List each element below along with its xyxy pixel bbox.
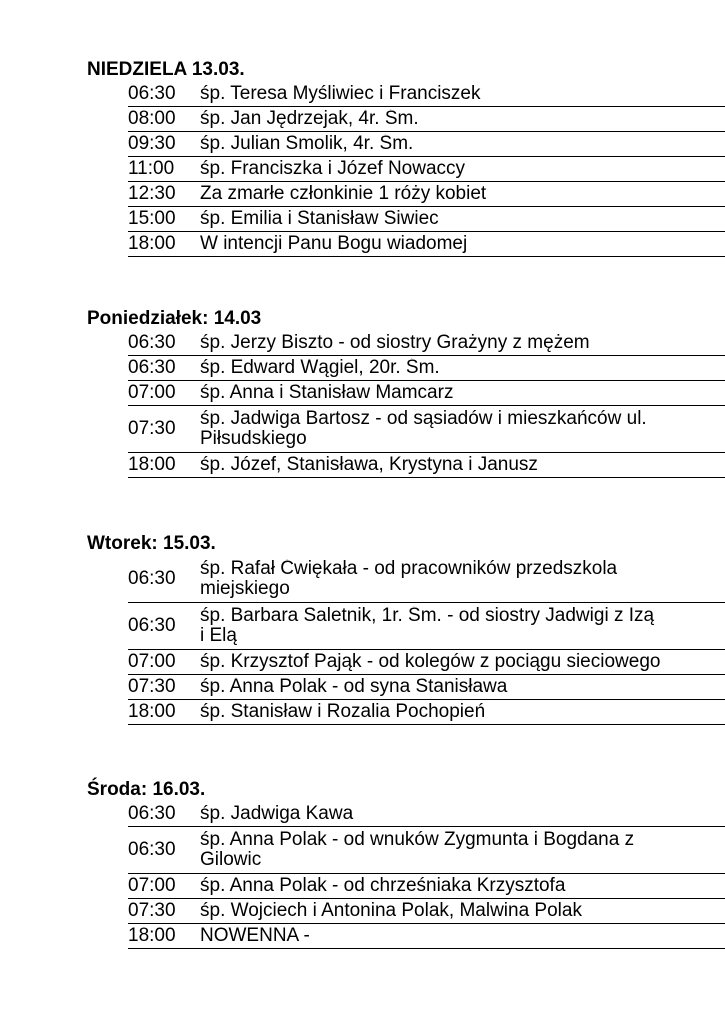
mass-time: 18:00: [128, 701, 176, 722]
mass-intention: śp. Jerzy Biszto - od siostry Grażyny z mężem: [200, 333, 590, 353]
mass-time: 06:30: [128, 839, 176, 860]
mass-time: 07:00: [128, 651, 176, 672]
mass-list: [128, 802, 725, 949]
mass-time: 09:30: [128, 133, 176, 154]
mass-time: 08:00: [128, 108, 176, 129]
mass-intention: śp. Edward Wągiel, 20r. Śm.: [200, 358, 440, 378]
mass-entry: [128, 82, 725, 107]
day-title: Środa: 16.03.: [87, 779, 206, 800]
mass-entry: [128, 899, 725, 924]
mass-time: 12:30: [128, 183, 176, 204]
mass-intention: śp. Teresa Myśliwiec i Franciszek: [200, 84, 481, 104]
mass-time: 18:00: [128, 925, 176, 946]
mass-entry: [128, 356, 725, 381]
mass-time: 06:30: [128, 615, 176, 636]
mass-intention: śp. Franciszka i Józef Nowaccy: [200, 159, 466, 179]
mass-entry: [128, 182, 725, 207]
mass-time: 15:00: [128, 208, 176, 229]
mass-intention: śp. Anna Polak - od wnuków Zygmunta i Bogdana z Gilowic: [200, 830, 635, 870]
mass-list: [128, 331, 725, 478]
mass-intention: śp. Anna i Stanisław Mamcarz: [200, 383, 454, 403]
mass-intention: śp. Jadwiga Kawa: [200, 804, 354, 824]
day-title: Poniedziałek: 14.03: [87, 308, 262, 329]
mass-time: 07:00: [128, 382, 176, 403]
mass-intention: śp. Jadwiga Bartosz - od sąsiadów i mieszkańców ul. Piłsudskiego: [200, 409, 647, 449]
mass-entry: [128, 874, 725, 899]
day-title: Wtorek: 15.03.: [87, 533, 216, 554]
mass-list: [128, 556, 725, 725]
mass-entry: [128, 107, 725, 132]
mass-intention: śp. Stanisław i Rozalia Pochopień: [200, 702, 486, 722]
mass-intention: śp. Anna Polak - od syna Stanisława: [200, 677, 508, 697]
mass-time: 18:00: [128, 233, 176, 254]
mass-intention: śp. Józef, Stanisława, Krystyna i Janusz: [200, 455, 538, 475]
mass-entry: [128, 827, 725, 874]
mass-entry: [128, 406, 725, 453]
mass-time: 11:00: [128, 158, 175, 179]
mass-time: 07:00: [128, 875, 176, 896]
day-title: NIEDZIELA 13.03.: [87, 59, 245, 80]
mass-entry: [128, 802, 725, 827]
mass-time: 06:30: [128, 568, 176, 589]
mass-intention: NOWENNA -: [200, 926, 310, 946]
mass-intention: śp. Jan Jędrzejak, 4r. Śm.: [200, 109, 419, 129]
mass-entry: [128, 331, 725, 356]
mass-entry: [128, 157, 725, 182]
mass-entry: [128, 232, 725, 257]
mass-time: 06:30: [128, 803, 176, 824]
mass-time: 07:30: [128, 676, 176, 697]
mass-intention: śp. Anna Polak - od chrześniaka Krzysztofa: [200, 876, 566, 896]
mass-time: 18:00: [128, 454, 176, 475]
mass-intention: śp. Krzysztof Pająk - od kolegów z pociągu sieciowego: [200, 652, 661, 672]
mass-entry: [128, 453, 725, 478]
mass-entry: [128, 675, 725, 700]
mass-entry: [128, 207, 725, 232]
mass-entry: [128, 603, 725, 650]
mass-intention: Za zmarłe członkinie 1 róży kobiet: [200, 184, 487, 204]
mass-entry: [128, 650, 725, 675]
mass-time: 06:30: [128, 332, 176, 353]
mass-intention: śp. Emilia i Stanisław Siwiec: [200, 209, 439, 229]
mass-entry: [128, 924, 725, 949]
mass-intention: śp. Wojciech i Antonina Polak, Malwina Polak: [200, 901, 582, 921]
mass-intention: śp. Julian Smolik, 4r. Śm.: [200, 134, 414, 154]
mass-time: 07:30: [128, 418, 176, 439]
mass-entry: [128, 381, 725, 406]
mass-intention: śp. Barbara Saletnik, 1r. Śm. - od siostry Jadwigi z Izą i Elą: [200, 606, 655, 646]
mass-entry: [128, 132, 725, 157]
mass-entry: [128, 700, 725, 725]
mass-time: 06:30: [128, 83, 176, 104]
mass-entry: [128, 556, 725, 603]
mass-time: 06:30: [128, 357, 176, 378]
mass-list: [128, 82, 725, 257]
mass-intention: śp. Rafał Ćwiękała - od pracowników przedszkola miejskiego: [200, 559, 618, 599]
mass-time: 07:30: [128, 900, 176, 921]
mass-intention: W intencji Panu Bogu wiadomej: [200, 234, 468, 254]
